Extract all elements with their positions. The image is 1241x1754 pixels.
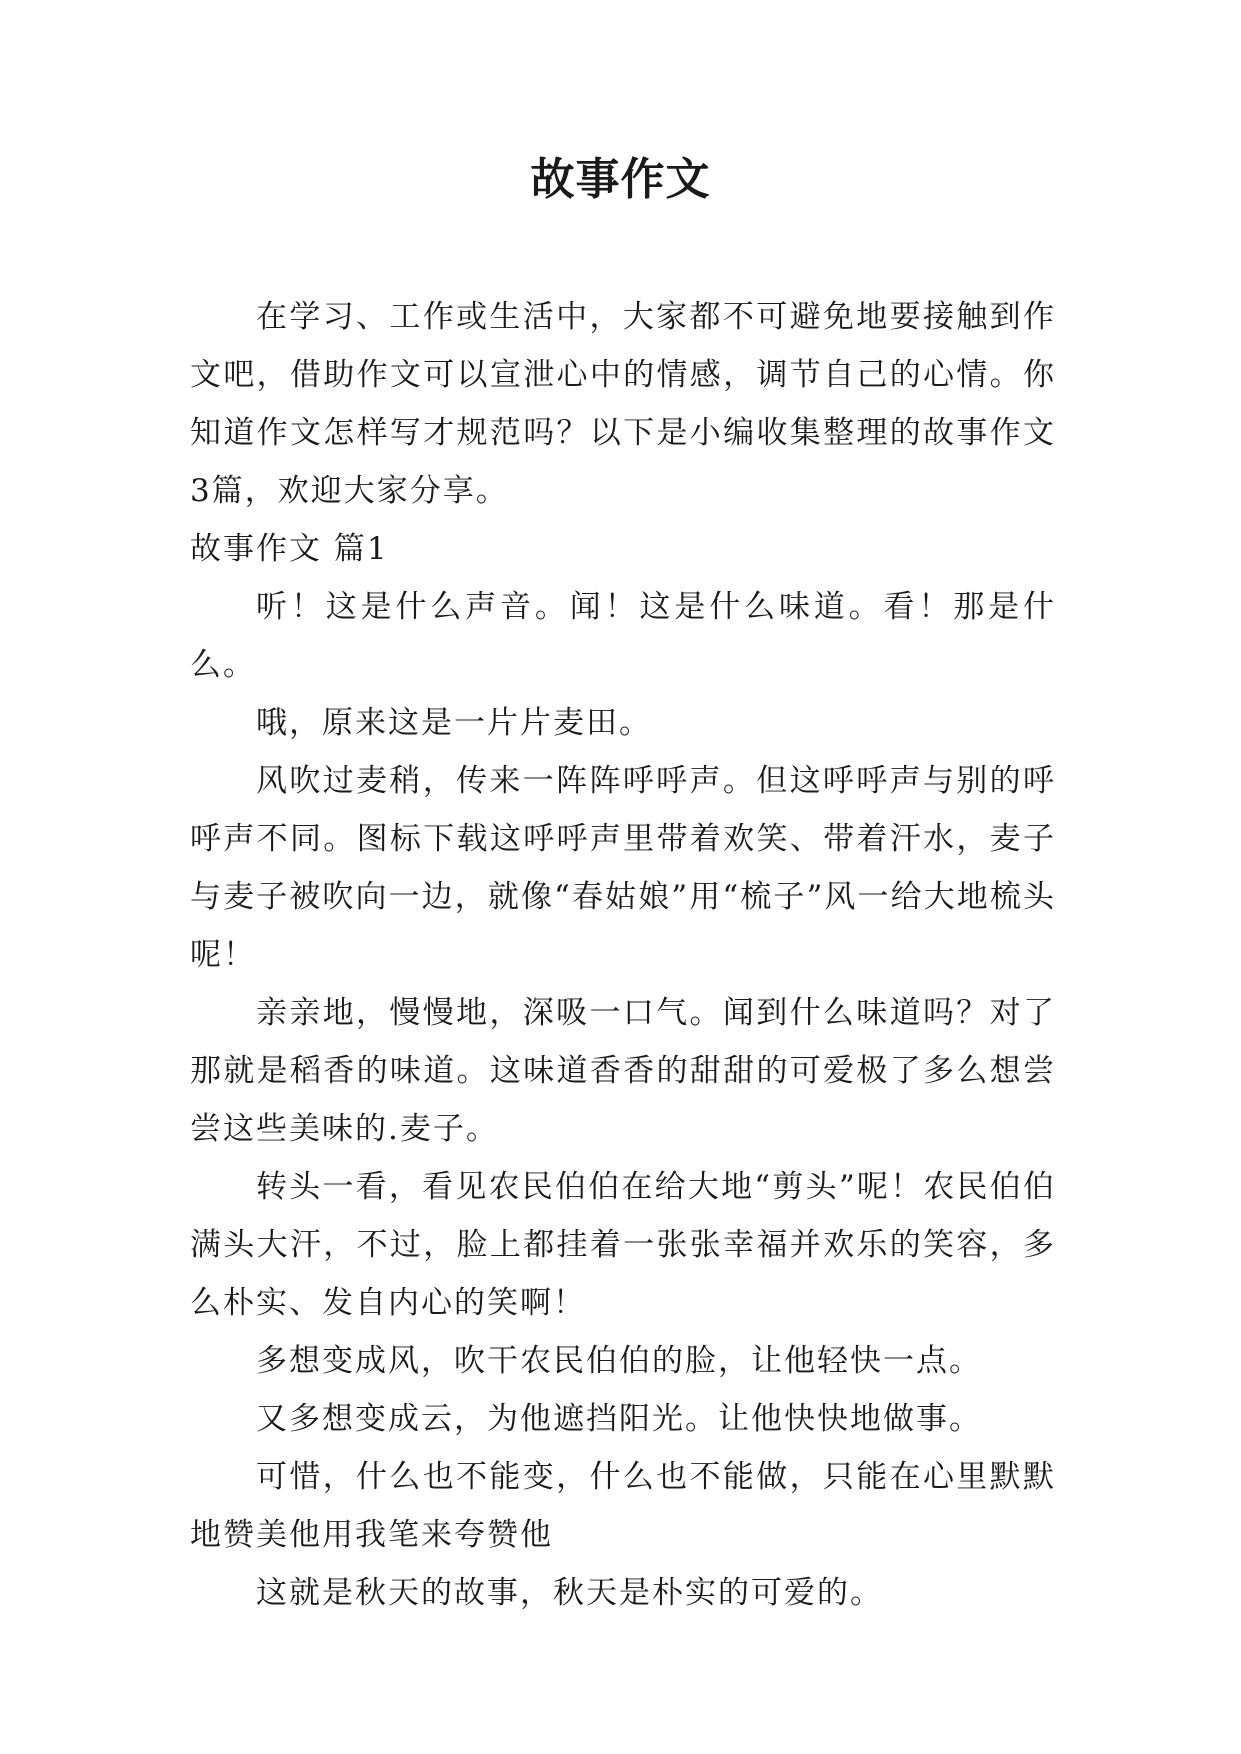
paragraph: 哦，原来这是一片片麦田。 bbox=[256, 705, 652, 741]
section-heading: 故事作文 篇1 bbox=[190, 531, 389, 567]
paragraph: 这就是秋天的故事，秋天是朴实的可爱的。 bbox=[256, 1575, 883, 1611]
paragraph: 听！这是什么声音。闻！这是什么味道。看！那是什么。 bbox=[190, 589, 1056, 683]
paragraph: 又多想变成云，为他遮挡阳光。让他快快地做事。 bbox=[256, 1401, 982, 1437]
document-title: 故事作文 bbox=[530, 154, 711, 205]
document-body bbox=[190, 288, 1056, 1622]
paragraph: 多想变成风，吹干农民伯伯的脸，让他轻快一点。 bbox=[256, 1343, 982, 1379]
paragraph: 风吹过麦稍，传来一阵阵呼呼声。但这呼呼声与别的呼呼声不同。图标下载这呼呼声里带着欢笑、带着汗水，麦子与麦子被吹向一边，就像“春姑娘”用“梳子”风一给大地梳头呢！ bbox=[190, 763, 1056, 973]
paragraph: 转头一看，看见农民伯伯在给大地“剪头”呢！农民伯伯满头大汗，不过，脸上都挂着一张张幸福并欢乐的笑容，多么朴实、发自内心的笑啊！ bbox=[190, 1169, 1056, 1321]
intro-paragraph: 在学习、工作或生活中，大家都不可避免地要接触到作文吧，借助作文可以宣泄心中的情感，调节自己的心情。你知道作文怎样写才规范吗？以下是小编收集整理的故事作文3篇，欢迎大家分享。 bbox=[190, 299, 1056, 509]
paragraph: 可惜，什么也不能变，什么也不能做，只能在心里默默地赞美他用我笔来夸赞他 bbox=[190, 1459, 1056, 1553]
paragraph: 亲亲地，慢慢地，深吸一口气。闻到什么味道吗？对了那就是稻香的味道。这味道香香的甜甜的可爱极了多么想尝尝这些美味的.麦子。 bbox=[190, 995, 1056, 1147]
